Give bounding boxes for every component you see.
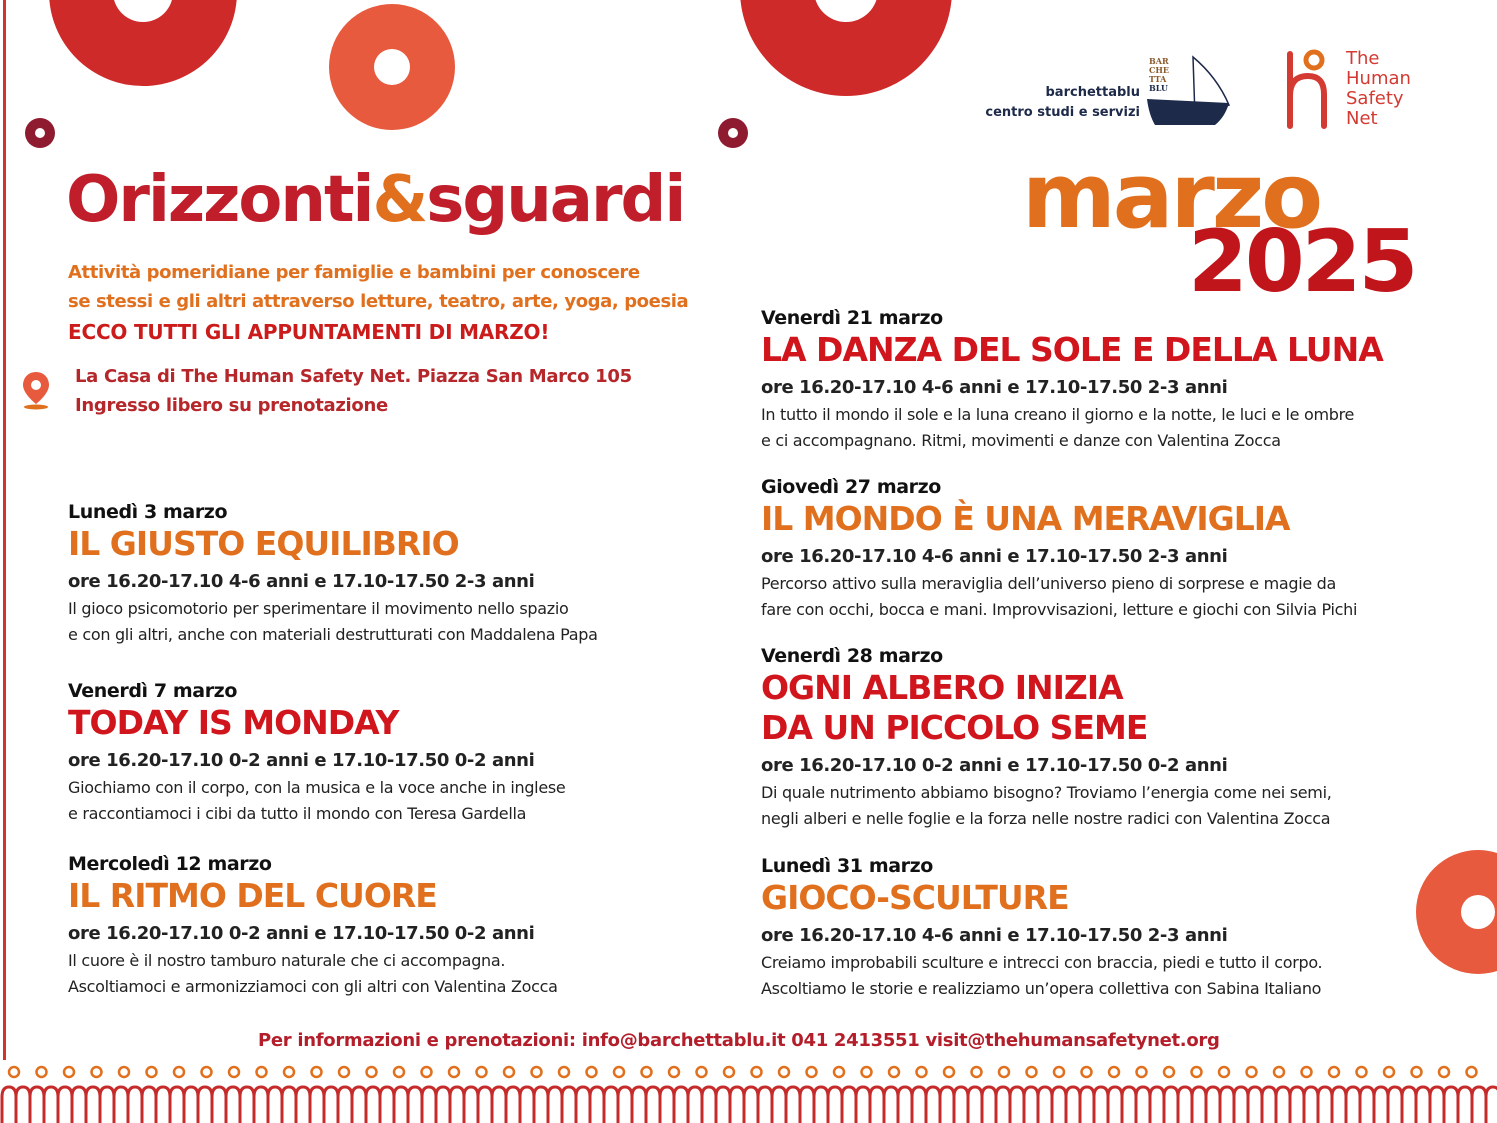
event-desc-line: e raccontiamoci i cibi da tutto il mondo con Teresa Gardella [68,804,527,823]
border-dot [834,1067,844,1077]
bb-mark-2: CHE [1149,65,1170,75]
border-dot [394,1067,404,1077]
border-dot [779,1067,789,1077]
border-dot [37,1067,47,1077]
border-dot [119,1067,129,1077]
event-title: LA DANZA DEL SOLE E DELLA LUNA [761,330,1383,369]
intro-line-1: Attività pomeridiane per famiglie e bambini per conoscere [68,262,640,283]
event-desc-line: Percorso attivo sulla meraviglia dell’universo pieno di sorprese e magie da [761,574,1337,593]
border-dot [669,1067,679,1077]
event-desc-line: Il cuore è il nostro tamburo naturale che ci accompagna. [68,951,506,970]
border-dot [532,1067,542,1077]
event-card [68,500,598,648]
bb-mark-4: BLU [1149,83,1168,93]
event-card [68,852,558,1000]
event-title: IL RITMO DEL CUORE [68,876,437,915]
hsn-line-2: Human [1346,68,1411,89]
venue-entry: Ingresso libero su prenotazione [75,395,388,416]
border-dot [1302,1067,1312,1077]
event-title: TODAY IS MONDAY [68,703,399,742]
event-date: Giovedì 27 marzo [761,476,941,498]
border-dot [889,1067,899,1077]
border-dot [229,1067,239,1077]
event-title: OGNI ALBERO INIZIA [761,668,1123,707]
event-card [761,644,1332,832]
border-dot [999,1067,1009,1077]
bb-mark-3: TTA [1149,74,1167,84]
title-part-2: sguardi [426,163,685,237]
border-dot [174,1067,184,1077]
event-time: ore 16.20-17.10 4-6 anni e 17.10-17.50 2-3 anni [761,546,1228,567]
title-part-1: Orizzonti [66,163,373,237]
border-dot [807,1067,817,1077]
border-dot [147,1067,157,1077]
border-dot [1027,1067,1037,1077]
event-desc-line: negli alberi e nelle foglie e la forza nelle nostre radici con Valentina Zocca [761,809,1331,828]
event-card [761,854,1322,1002]
border-dot [972,1067,982,1077]
border-dot [559,1067,569,1077]
border-dot [862,1067,872,1077]
event-title: DA UN PICCOLO SEME [761,708,1148,747]
intro-line-2: se stessi e gli altri attraverso letture, teatro, arte, yoga, poesia [68,291,689,312]
border-dot [312,1067,322,1077]
border-dot [1247,1067,1257,1077]
border-dot [1439,1067,1449,1077]
border-dot [1082,1067,1092,1077]
event-title: IL MONDO È UNA MERAVIGLIA [761,499,1290,538]
border-dot [587,1067,597,1077]
event-date: Venerdì 28 marzo [761,645,943,667]
border-dot [202,1067,212,1077]
event-card [761,306,1383,454]
event-card [68,679,565,827]
border-dot [422,1067,432,1077]
event-time: ore 16.20-17.10 4-6 anni e 17.10-17.50 2-3 anni [761,925,1228,946]
event-date: Lunedì 31 marzo [761,855,933,877]
event-desc-line: In tutto il mondo il sole e la luna creano il giorno e la notte, le luci e le ombre [761,405,1355,424]
border-dot [1357,1067,1367,1077]
border-dot [1137,1067,1147,1077]
event-desc-line: fare con occhi, bocca e mani. Improvvisazioni, letture e giochi con Silvia Pichi [761,600,1358,619]
border-dot [944,1067,954,1077]
bb-mark-1: BAR [1149,56,1169,66]
event-card [761,475,1357,623]
border-dot [1192,1067,1202,1077]
border-dot [752,1067,762,1077]
border-dot [257,1067,267,1077]
border-dot [642,1067,652,1077]
barchettablu-tagline: centro studi e servizi [985,105,1140,120]
border-dot [64,1067,74,1077]
event-title: GIOCO-SCULTURE [761,878,1069,917]
event-desc-line: Creiamo improbabili sculture e intrecci con braccia, piedi e tutto il corpo. [761,953,1323,972]
title-ampersand: & [372,163,427,237]
hsn-h-icon [1282,48,1342,133]
event-title: IL GIUSTO EQUILIBRIO [68,524,459,563]
border-dot [1219,1067,1229,1077]
event-desc-line: Ascoltiamo le storie e realizziamo un’opera collettiva con Sabina Italiano [761,979,1322,998]
barchettablu-name: barchettablu [1045,85,1140,100]
intro-text [68,258,688,316]
event-date: Mercoledì 12 marzo [68,853,272,875]
event-time: ore 16.20-17.10 4-6 anni e 17.10-17.50 2-3 anni [761,377,1228,398]
border-dot [1412,1067,1422,1077]
border-dot [1329,1067,1339,1077]
event-time: ore 16.20-17.10 0-2 anni e 17.10-17.50 0-2 anni [68,923,535,944]
event-desc-line: Giochiamo con il corpo, con la musica e la voce anche in inglese [68,778,566,797]
barchettablu-logo [985,55,1235,130]
border-dot [724,1067,734,1077]
border-dot [284,1067,294,1077]
border-dot [367,1067,377,1077]
hsn-line-1: The [1346,48,1380,69]
hsn-logo [1282,48,1432,133]
border-dot [1109,1067,1119,1077]
event-desc-line: Ascoltiamoci e armonizziamoci con gli altri con Valentina Zocca [68,977,558,996]
location-pin-icon [20,370,52,410]
poster-title [66,160,684,240]
border-dot [614,1067,624,1077]
event-date: Lunedì 3 marzo [68,501,228,523]
left-border-line [3,0,6,1060]
event-desc-line: Di quale nutrimento abbiamo bisogno? Troviamo l’energia come nei semi, [761,783,1332,802]
border-dot [1274,1067,1284,1077]
month-label: marzo [1022,144,1321,249]
border-dot [477,1067,487,1077]
event-time: ore 16.20-17.10 4-6 anni e 17.10-17.50 2-3 anni [68,571,535,592]
border-dot [9,1067,19,1077]
event-desc-line: e con gli altri, anche con materiali destrutturati con Maddalena Papa [68,625,598,644]
boat-icon [1145,55,1235,130]
border-dot [1467,1067,1477,1077]
event-desc-line: Il gioco psicomotorio per sperimentare il movimento nello spazio [68,599,569,618]
hsn-line-3: Safety [1346,88,1404,109]
border-dot [917,1067,927,1077]
event-desc-line: e ci accompagnano. Ritmi, movimenti e danze con Valentina Zocca [761,431,1281,450]
border-dot [92,1067,102,1077]
border-dot [1164,1067,1174,1077]
hsn-line-4: Net [1346,108,1378,129]
event-time: ore 16.20-17.10 0-2 anni e 17.10-17.50 0-2 anni [68,750,535,771]
border-dot [449,1067,459,1077]
contact-footer: Per informazioni e prenotazioni: info@barchettablu.it 041 2413551 visit@thehumansafetynet.org [258,1030,1220,1051]
border-dot [697,1067,707,1077]
year-label: 2025 [1188,212,1416,312]
border-dot [339,1067,349,1077]
venue-info [75,362,632,420]
border-dot [504,1067,514,1077]
border-dot [1054,1067,1064,1077]
border-arches [2,1087,1497,1123]
event-date: Venerdì 21 marzo [761,307,943,329]
call-to-action: ECCO TUTTI GLI APPUNTAMENTI DI MARZO! [68,320,550,344]
event-date: Venerdì 7 marzo [68,680,237,702]
venue-address: La Casa di The Human Safety Net. Piazza San Marco 105 [75,366,632,387]
event-time: ore 16.20-17.10 0-2 anni e 17.10-17.50 0-2 anni [761,755,1228,776]
decorative-bottom-border [0,1055,1497,1123]
border-dot [1384,1067,1394,1077]
